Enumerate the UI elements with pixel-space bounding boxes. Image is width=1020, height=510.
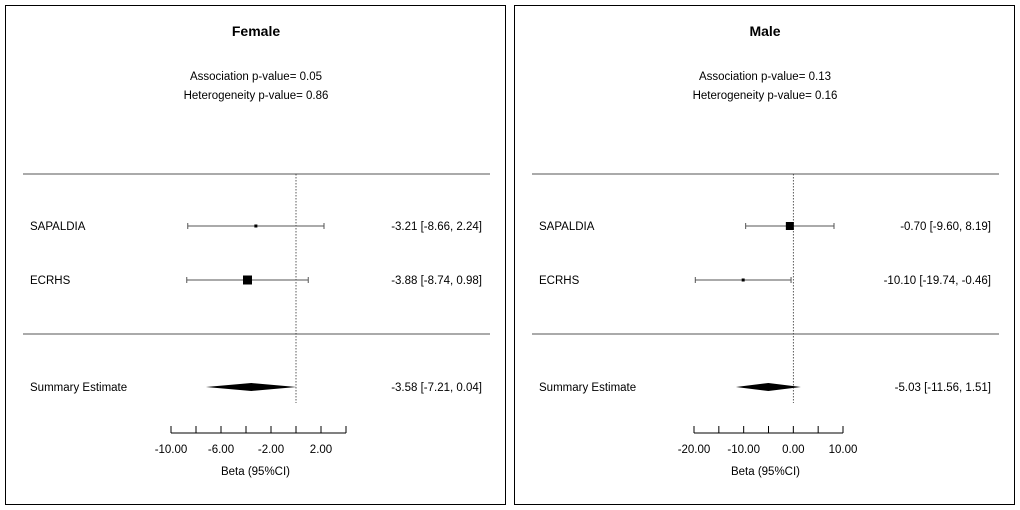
summary-name: Summary Estimate [30, 382, 128, 394]
summary-diamond [736, 383, 801, 391]
x-tick-label: 2.00 [309, 444, 333, 456]
forest-plot-female [6, 6, 505, 504]
x-axis-label: Beta (95%CI) [730, 466, 801, 478]
estimate-label: -0.70 [-9.60, 8.19] [900, 221, 991, 233]
x-tick-label: -6.00 [207, 444, 235, 456]
summary-diamond [206, 383, 297, 391]
x-tick-label: -2.00 [257, 444, 285, 456]
panel-title: Male [749, 23, 781, 39]
x-tick-label: -10.00 [727, 444, 760, 456]
estimate-label: -3.21 [-8.66, 2.24] [391, 221, 482, 233]
point-estimate-box [254, 225, 257, 228]
point-estimate-box [243, 276, 252, 285]
forest-panel-male [514, 5, 1015, 505]
x-tick-label: -20.00 [677, 444, 711, 456]
study-name: ECRHS [30, 275, 71, 287]
study-name: SAPALDIA [30, 221, 86, 233]
heterogeneity-pvalue: Heterogeneity p-value= 0.86 [183, 90, 329, 102]
summary-label: -3.58 [-7.21, 0.04] [391, 382, 482, 394]
estimate-label: -10.10 [-19.74, -0.46] [883, 275, 991, 287]
summary-label: -5.03 [-11.56, 1.51] [894, 382, 991, 394]
forest-panel-female [5, 5, 506, 505]
x-tick-label: 10.00 [828, 444, 858, 456]
panel-title: Female [231, 23, 281, 39]
association-pvalue: Association p-value= 0.05 [189, 71, 323, 83]
forest-plot-male [515, 6, 1014, 504]
heterogeneity-pvalue: Heterogeneity p-value= 0.16 [692, 90, 838, 102]
study-name: SAPALDIA [539, 221, 595, 233]
estimate-label: -3.88 [-8.74, 0.98] [391, 275, 482, 287]
point-estimate-box [742, 279, 745, 282]
x-axis-label: Beta (95%CI) [220, 466, 291, 478]
association-pvalue: Association p-value= 0.13 [698, 71, 832, 83]
summary-name: Summary Estimate [539, 382, 637, 394]
study-name: ECRHS [539, 275, 580, 287]
x-tick-label: -10.00 [154, 444, 188, 456]
x-tick-label: 0.00 [782, 444, 805, 456]
point-estimate-box [786, 222, 794, 230]
